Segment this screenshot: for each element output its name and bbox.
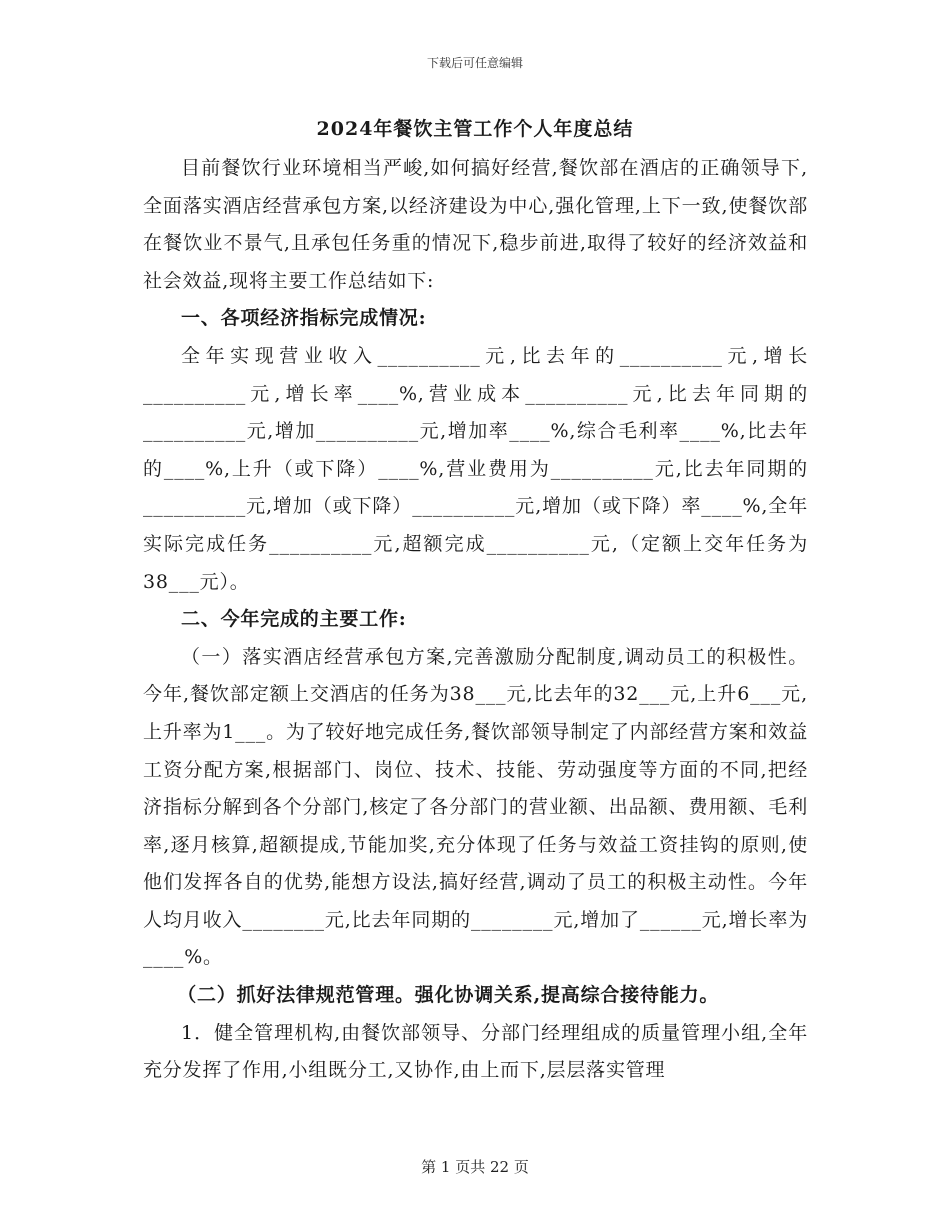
subsection-2-heading: （二）抓好法律规范管理。强化协调关系,提高综合接待能力。: [177, 984, 720, 1007]
document-title: 2024年餐饮主管工作个人年度总结: [316, 118, 634, 140]
management-item-1-paragraph: 1．健全管理机构,由餐饮部领导、分部门经理组成的质量管理小组,全年充分发挥了作用,小组既分工,又协作,由上而下,层层落实管理: [143, 1021, 808, 1082]
page-header-note: 下载后可任意编辑: [426, 56, 523, 70]
section-heading-1: 一、各项经济指标完成情况:: [181, 307, 427, 330]
economic-indicators-paragraph: 全年实现营业收入__________元,比去年的__________元,增长__________元,增长率____%,营业成本__________元,比去年同期的__________元,增加__________元,增加率____%,综合毛利率____%,比去年的____%,上升（或下降）____%,营业费用为__________元,比去年同期的__________元,增加（或下降）__________元,增加（或下降）率____%,全年实际完成任务__________元,超额完成__________元,（定额上交年任务为38___元）。: [143, 344, 808, 593]
section-heading-2: 二、今年完成的主要工作:: [181, 608, 407, 631]
subsection-1-paragraph: （一）落实酒店经营承包方案,完善激励分配制度,调动员工的积极性。今年,餐饮部定额上交酒店的任务为38___元,比去年的32___元,上升6___元,上升率为1___。为了较好地完成任务,餐饮部领导制定了内部经营方案和效益工资分配方案,根据部门、岗位、技术、技能、劳动强度等方面的不同,把经济指标分解到各个分部门,核定了各分部门的营业额、出品额、费用额、毛利率,逐月核算,超额提成,节能加奖,充分体现了任务与效益工资挂钩的原则,使他们发挥各自的优势,能想方设法,搞好经营,调动了员工的积极主动性。今年人均月收入________元,比去年同期的________元,增加了______元,增长率为____%。: [143, 645, 808, 969]
intro-paragraph: 目前餐饮行业环境相当严峻,如何搞好经营,餐饮部在酒店的正确领导下,全面落实酒店经营承包方案,以经济建设为中心,强化管理,上下一致,使餐饮部在餐饮业不景气,且承包任务重的情况下,稳步前进,取得了较好的经济效益和社会效益,现将主要工作总结如下:: [143, 157, 808, 292]
page-footer-number: 第 1 页共 22 页: [421, 1158, 529, 1176]
document-body: [143, 150, 808, 1090]
